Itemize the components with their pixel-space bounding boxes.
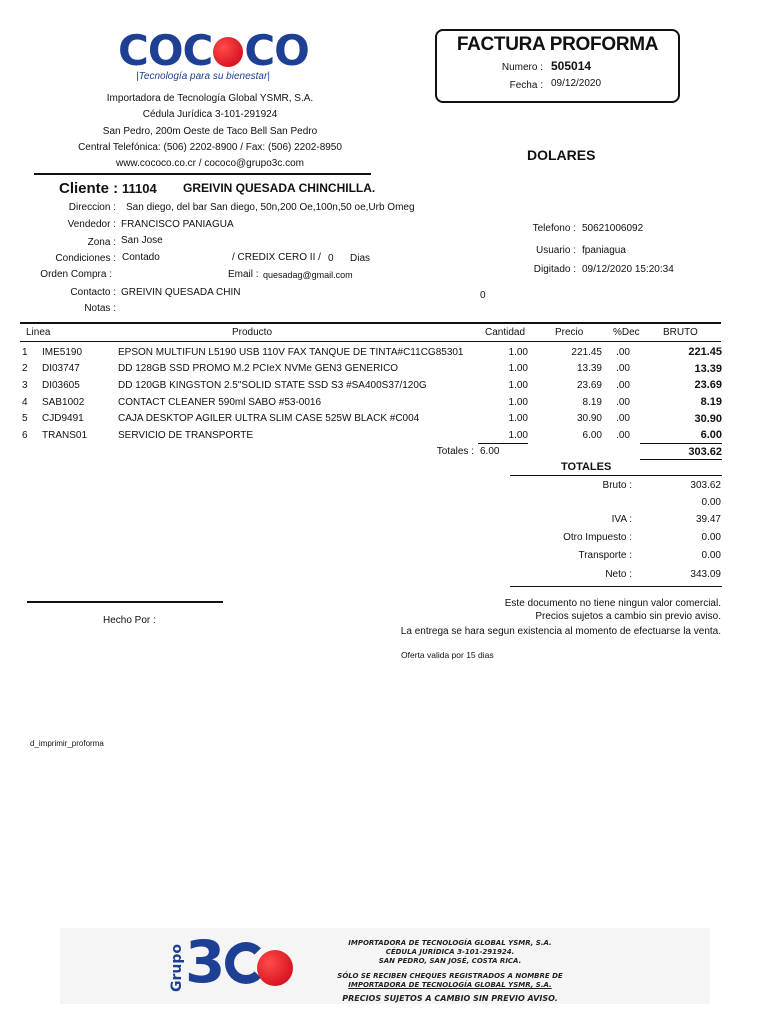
row-price: 221.45 <box>571 346 602 358</box>
company-cedula: Cédula Jurídica 3-101-291924 <box>142 109 278 121</box>
note-line-1: Este documento no tiene ningun valor comercial. <box>504 598 721 609</box>
row-number: 6 <box>22 429 28 441</box>
totals-transporte-label: Transporte : <box>578 550 632 561</box>
row-description: CAJA DESKTOP AGILER ULTRA SLIM CASE 525W BLACK #C004 <box>118 413 420 425</box>
signature-line <box>27 601 223 603</box>
row-number: 3 <box>22 379 28 391</box>
vendedor-label: Vendedor : <box>67 219 116 230</box>
logo-dot-icon <box>213 37 243 67</box>
logo-text-left: COC <box>118 26 213 75</box>
total-quantity: 6.00 <box>480 446 500 457</box>
totals-bruto-value: 303.62 <box>690 480 721 491</box>
row-number: 1 <box>22 346 28 358</box>
footer-cheques-2: IMPORTADORA DE TECNOLOGÍA GLOBAL YSMR, S.A. <box>348 981 552 989</box>
totals-neto-value: 343.09 <box>690 569 721 580</box>
company-web: www.cococo.co.cr / cococo@grupo3c.com <box>115 158 304 170</box>
hecho-por-label: Hecho Por : <box>103 615 156 626</box>
row-code: TRANS01 <box>42 429 88 441</box>
footer-logo <box>165 928 305 1000</box>
col-header-bruto: BRUTO <box>663 327 698 338</box>
total-bruto: 303.62 <box>688 446 722 458</box>
table-row <box>22 361 722 378</box>
table-header-rule <box>20 341 721 342</box>
logo-text-right: CO <box>244 26 309 75</box>
company-phone: Central Telefónica: (506) 2202-8900 / Fax: (506) 2202-8950 <box>78 141 342 153</box>
client-name: GREIVIN QUESADA CHINCHILLA. <box>183 181 376 195</box>
company-name: Importadora de Tecnología Global YSMR, S.A. <box>106 93 314 104</box>
col-header-dec: %Dec <box>613 327 640 338</box>
row-bruto: 13.39 <box>694 362 722 375</box>
table-top-rule <box>20 322 721 324</box>
row-number: 4 <box>22 396 28 408</box>
footer-grupo-text: Grupo <box>169 943 186 993</box>
totals-neto-label: Neto : <box>605 569 632 580</box>
table-row <box>22 427 722 444</box>
footer-band <box>60 928 710 1004</box>
row-bruto: 221.45 <box>688 346 722 359</box>
digitado-value: 09/12/2020 15:20:34 <box>582 264 674 275</box>
condiciones-value: Contado <box>122 252 160 263</box>
row-bruto: 6.00 <box>700 429 722 442</box>
usuario-label: Usuario : <box>535 245 576 256</box>
row-price: 8.19 <box>582 396 602 408</box>
row-number: 5 <box>22 413 28 425</box>
table-row <box>22 377 722 394</box>
condiciones-label: Condiciones : <box>55 253 116 264</box>
row-discount: .00 <box>616 413 630 425</box>
row-quantity: 1.00 <box>508 346 528 358</box>
totals-otro-label: Otro Impuesto : <box>563 532 632 543</box>
invoice-numero: 505014 <box>551 59 592 73</box>
zona-value: San Jose <box>121 235 163 246</box>
logo-tagline: |Tecnología para su bienestar| <box>136 71 270 82</box>
totals-title-rule <box>510 475 722 476</box>
bruto-total-rule <box>640 443 722 444</box>
client-label: Cliente : <box>59 180 119 197</box>
row-discount: .00 <box>616 429 630 441</box>
contacto-value: GREIVIN QUESADA CHIN <box>121 287 241 298</box>
email-value: quesadag@gmail.com <box>263 270 353 280</box>
totals-bruto-label: Bruto : <box>602 480 632 491</box>
contacto-label: Contacto : <box>70 287 116 298</box>
row-description: SERVICIO DE TRANSPORTE <box>118 429 254 441</box>
telefono-value: 50621006092 <box>582 223 644 234</box>
qty-total-rule <box>478 443 528 444</box>
invoice-box <box>435 29 680 103</box>
credix-value: / CREDIX CERO II / <box>232 252 321 263</box>
col-header-producto: Producto <box>232 327 273 338</box>
footer-company-text <box>330 939 570 1003</box>
totals-bottom-rule <box>510 586 722 587</box>
totals-otro-value: 0.00 <box>701 532 721 543</box>
row-code: DI03747 <box>42 363 80 375</box>
row-description: EPSON MULTIFUN L5190 USB 110V FAX TANQUE DE TINTA#C11CG85301 <box>118 346 464 358</box>
row-description: DD 120GB KINGSTON 2.5"SOLID STATE SSD S3 #SA400S37/120G <box>118 379 427 391</box>
row-discount: .00 <box>616 346 630 358</box>
email-label: Email : <box>228 269 259 280</box>
row-description: CONTACT CLEANER 590ml SABO #53-0016 <box>118 396 322 408</box>
row-code: IME5190 <box>42 346 83 358</box>
totales-label: Totales : <box>436 446 474 457</box>
telefono-label: Telefono : <box>532 223 576 234</box>
row-bruto: 30.90 <box>694 412 722 425</box>
notas-label: Notas : <box>84 303 116 314</box>
contacto-extra: 0 <box>480 290 486 301</box>
row-discount: .00 <box>616 379 630 391</box>
footer-precios: PRECIOS SUJETOS A CAMBIO SIN PREVIO AVISO. <box>342 994 558 1003</box>
footer-logo-3: 3 <box>185 928 226 996</box>
totals-transporte-value: 0.00 <box>701 550 721 561</box>
currency-label: DOLARES <box>527 147 596 163</box>
row-price: 30.90 <box>576 413 602 425</box>
oferta-note: Oferta valida por 15 dias <box>401 650 494 660</box>
table-row <box>22 410 722 427</box>
row-price: 13.39 <box>576 363 602 375</box>
company-info <box>40 91 380 172</box>
company-logo <box>118 26 309 84</box>
footer-logo-ball-icon <box>257 950 293 986</box>
row-quantity: 1.00 <box>508 396 528 408</box>
items-table <box>22 344 722 444</box>
totals-descuento-value: 0.00 <box>701 497 721 508</box>
footer-line-2: CÉDULA JURÍDICA 3-101-291924. <box>385 948 515 956</box>
invoice-numero-label: Numero : <box>501 62 543 73</box>
totals-title: TOTALES <box>561 461 612 473</box>
row-code: DI03605 <box>42 379 80 391</box>
row-price: 6.00 <box>582 429 602 441</box>
orden-compra-label: Orden Compra : <box>40 269 112 280</box>
row-quantity: 1.00 <box>508 413 528 425</box>
dias-label: Dias <box>350 253 371 264</box>
total-bruto-underline <box>640 459 722 460</box>
table-row <box>22 344 722 361</box>
col-header-cantidad: Cantidad <box>485 327 526 338</box>
report-id: d_imprimir_proforma <box>30 739 104 748</box>
invoice-fecha-label: Fecha : <box>509 80 543 91</box>
row-quantity: 1.00 <box>508 379 528 391</box>
vendedor-value: FRANCISCO PANIAGUA <box>121 219 234 230</box>
row-quantity: 1.00 <box>508 429 528 441</box>
note-line-3: La entrega se hara segun existencia al momento de efectuarse la venta. <box>400 626 721 637</box>
client-code: 11104 <box>122 181 157 196</box>
row-bruto: 8.19 <box>700 396 722 409</box>
row-quantity: 1.00 <box>508 363 528 375</box>
row-code: SAB1002 <box>42 396 85 408</box>
zona-label: Zona : <box>87 237 116 248</box>
footer-cheques-1: SÓLO SE RECIBEN CHEQUES REGISTRADOS A NOMBRE DE <box>337 972 563 980</box>
direccion-label: Direccion : <box>68 202 116 213</box>
credix-days: 0 <box>328 253 334 264</box>
row-code: CJD9491 <box>42 413 84 425</box>
direccion-value: San diego, del bar San diego, 50n,200 Oe,100n,50 oe,Urb Omeg <box>126 202 415 213</box>
row-description: DD 128GB SSD PROMO M.2 PCIeX NVMe GEN3 GENERICO <box>118 363 399 375</box>
invoice-title: FACTURA PROFORMA <box>456 34 659 55</box>
row-discount: .00 <box>616 396 630 408</box>
row-discount: .00 <box>616 363 630 375</box>
footer-line-3: SAN PEDRO, SAN JOSÉ, COSTA RICA. <box>378 957 522 965</box>
header-divider <box>34 173 371 175</box>
invoice-fecha: 09/12/2020 <box>551 78 602 89</box>
col-header-precio: Precio <box>555 327 584 338</box>
totals-iva-value: 39.47 <box>695 514 721 525</box>
digitado-label: Digitado : <box>533 264 576 275</box>
footer-line-1: IMPORTADORA DE TECNOLOGÍA GLOBAL YSMR, S.A. <box>348 939 552 947</box>
row-price: 23.69 <box>576 379 602 391</box>
company-address: San Pedro, 200m Oeste de Taco Bell San Pedro <box>102 125 318 137</box>
row-number: 2 <box>22 363 28 375</box>
table-row <box>22 394 722 411</box>
note-line-2: Precios sujetos a cambio sin previo aviso. <box>535 611 721 622</box>
usuario-value: fpaniagua <box>582 245 626 256</box>
row-bruto: 23.69 <box>694 379 722 392</box>
col-header-linea: Linea <box>26 327 51 338</box>
totals-iva-label: IVA : <box>611 514 632 525</box>
